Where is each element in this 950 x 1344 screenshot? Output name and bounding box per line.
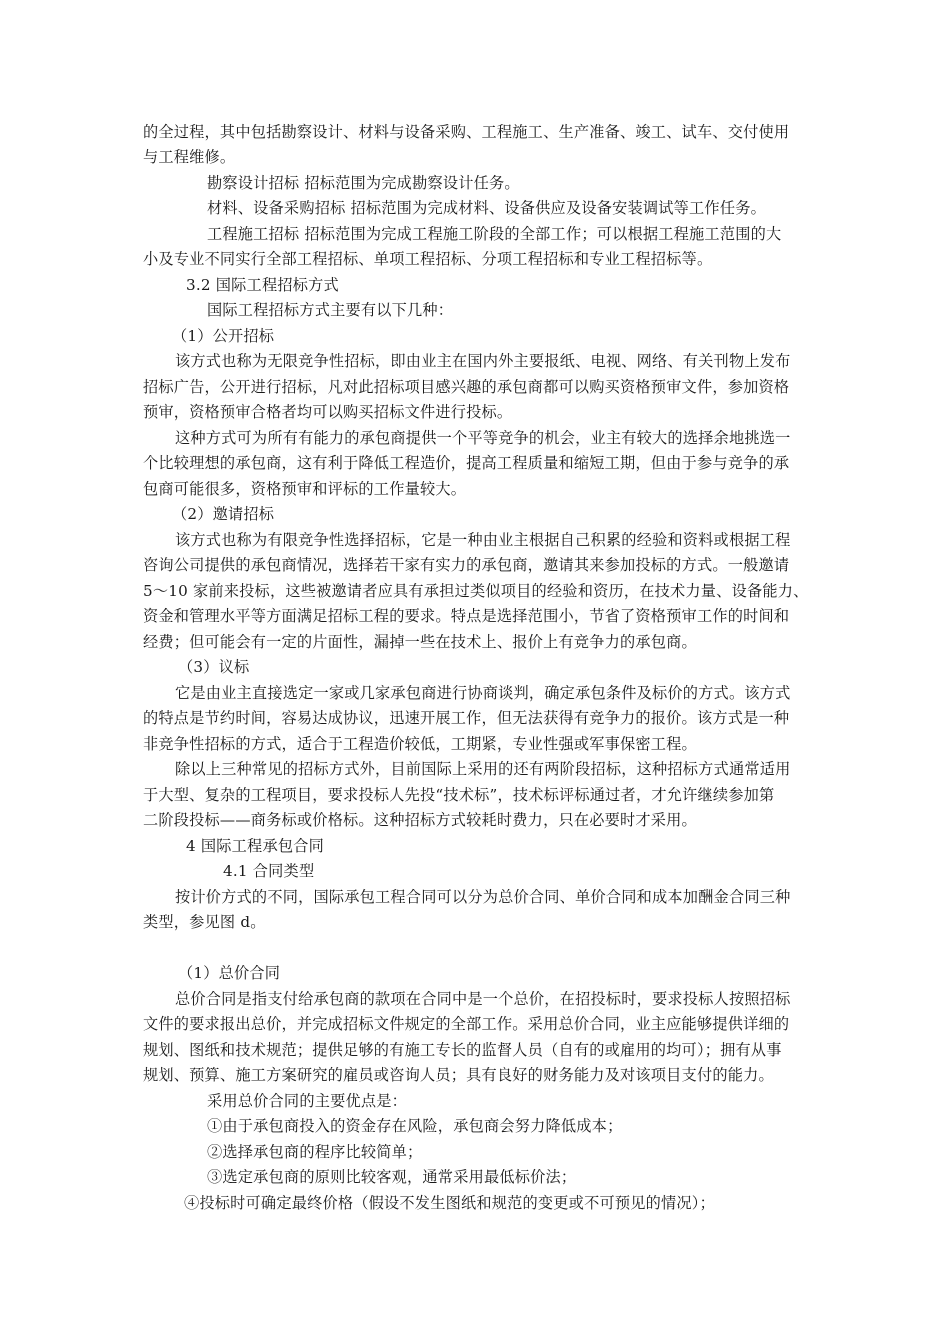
section-heading: 3.2 国际工程招标方式 [186,276,339,294]
text-line: 它是由业主直接选定一家或几家承包商进行协商谈判，确定承包条件及标价的方式。该方式 [175,684,791,702]
text-line: 采用总价合同的主要优点是： [207,1092,408,1110]
text-line: 非竞争性招标的方式，适合于工程造价较低，工期紧，专业性强或军事保密工程。 [143,735,697,753]
text-line: 资金和管理水平等方面满足招标工程的要求。特点是选择范围小，节省了资格预审工作的时间和 [143,607,790,625]
subsection-heading: （1）总价合同 [178,964,281,982]
text-line: 5～10 家前来投标，这些被邀请者应具有承担过类似项目的经验和资历，在技术力量、设备能力、 [143,582,809,600]
text-line: 经费；但可能会有一定的片面性，漏掉一些在技术上、报价上有竞争力的承包商。 [143,633,697,651]
list-item: ①由于承包商投入的资金存在风险，承包商会努力降低成本； [207,1117,623,1135]
list-item: ③选定承包商的原则比较客观，通常采用最低标价法； [207,1168,577,1186]
text-line: 包商可能很多，资格预审和评标的工作量较大。 [143,480,467,498]
subsection-heading: （3）议标 [178,658,250,676]
text-line: 于大型、复杂的工程项目，要求投标人先投“技术标”，技术标评标通过者，才允许继续参加第 [143,786,775,804]
text-line: 文件的要求报出总价，并完成招标文件规定的全部工作。采用总价合同，业主应能够提供详细的 [143,1015,790,1033]
text-line: 个比较理想的承包商，这有利于降低工程造价，提高工程质量和缩短工期，但由于参与竞争的承 [143,454,790,472]
section-heading: 4 国际工程承包合同 [186,837,324,855]
text-line: 与工程维修。 [143,148,236,166]
text-line: 该方式也称为有限竞争性选择招标，它是一种由业主根据自己积累的经验和资料或根据工程 [175,531,791,549]
text-line: 国际工程招标方式主要有以下几种： [207,301,454,319]
text-line: 二阶段投标——商务标或价格标。这种招标方式较耗时费力，只在必要时才采用。 [143,811,697,829]
text-line: 勘察设计招标 招标范围为完成勘察设计任务。 [207,174,520,192]
text-line: 的特点是节约时间，容易达成协议，迅速开展工作，但无法获得有竞争力的报价。该方式是一种 [143,709,790,727]
text-line: 招标广告，公开进行招标，凡对此招标项目感兴趣的承包商都可以购买资格预审文件，参加资格 [143,378,790,396]
subsection-heading: 4.1 合同类型 [223,862,315,880]
text-line: 预审，资格预审合格者均可以购买招标文件进行投标。 [143,403,513,421]
text-line: 按计价方式的不同，国际承包工程合同可以分为总价合同、单价合同和成本加酬金合同三种 [175,888,791,906]
list-item: ②选择承包商的程序比较简单； [207,1143,423,1161]
text-line: 这种方式可为所有有能力的承包商提供一个平等竞争的机会，业主有较大的选择余地挑选一 [175,429,791,447]
subsection-heading: （1）公开招标 [172,327,275,345]
text-line: 除以上三种常见的招标方式外，目前国际上采用的还有两阶段招标，这种招标方式通常适用 [175,760,791,778]
text-line: 总价合同是指支付给承包商的款项在合同中是一个总价，在招投标时，要求投标人按照招标 [175,990,791,1008]
text-line: 规划、图纸和技术规范；提供足够的有施工专长的监督人员（自有的或雇用的均可）；拥有从事 [143,1041,782,1059]
text-line: 小及专业不同实行全部工程招标、单项工程招标、分项工程招标和专业工程招标等。 [143,250,713,268]
list-item: ④投标时可确定最终价格（假设不发生图纸和规范的变更或不可预见的情况）； [184,1194,715,1212]
text-line: 该方式也称为无限竞争性招标，即由业主在国内外主要报纸、电视、网络、有关刊物上发布 [175,352,791,370]
text-line: 材料、设备采购招标 招标范围为完成材料、设备供应及设备安装调试等工作任务。 [207,199,766,217]
text-line: 的全过程，其中包括勘察设计、材料与设备采购、工程施工、生产准备、竣工、试车、交付使用 [143,123,790,141]
text-line: 工程施工招标 招标范围为完成工程施工阶段的全部工作；可以根据工程施工范围的大 [207,225,782,243]
text-line: 规划、预算、施工方案研究的雇员或咨询人员；具有良好的财务能力及对该项目支付的能力。 [143,1066,774,1084]
subsection-heading: （2）邀请招标 [172,505,275,523]
text-line: 类型，参见图 d。 [143,913,266,931]
text-line: 咨询公司提供的承包商情况，选择若干家有实力的承包商，邀请其来参加投标的方式。一般邀请 [143,556,790,574]
